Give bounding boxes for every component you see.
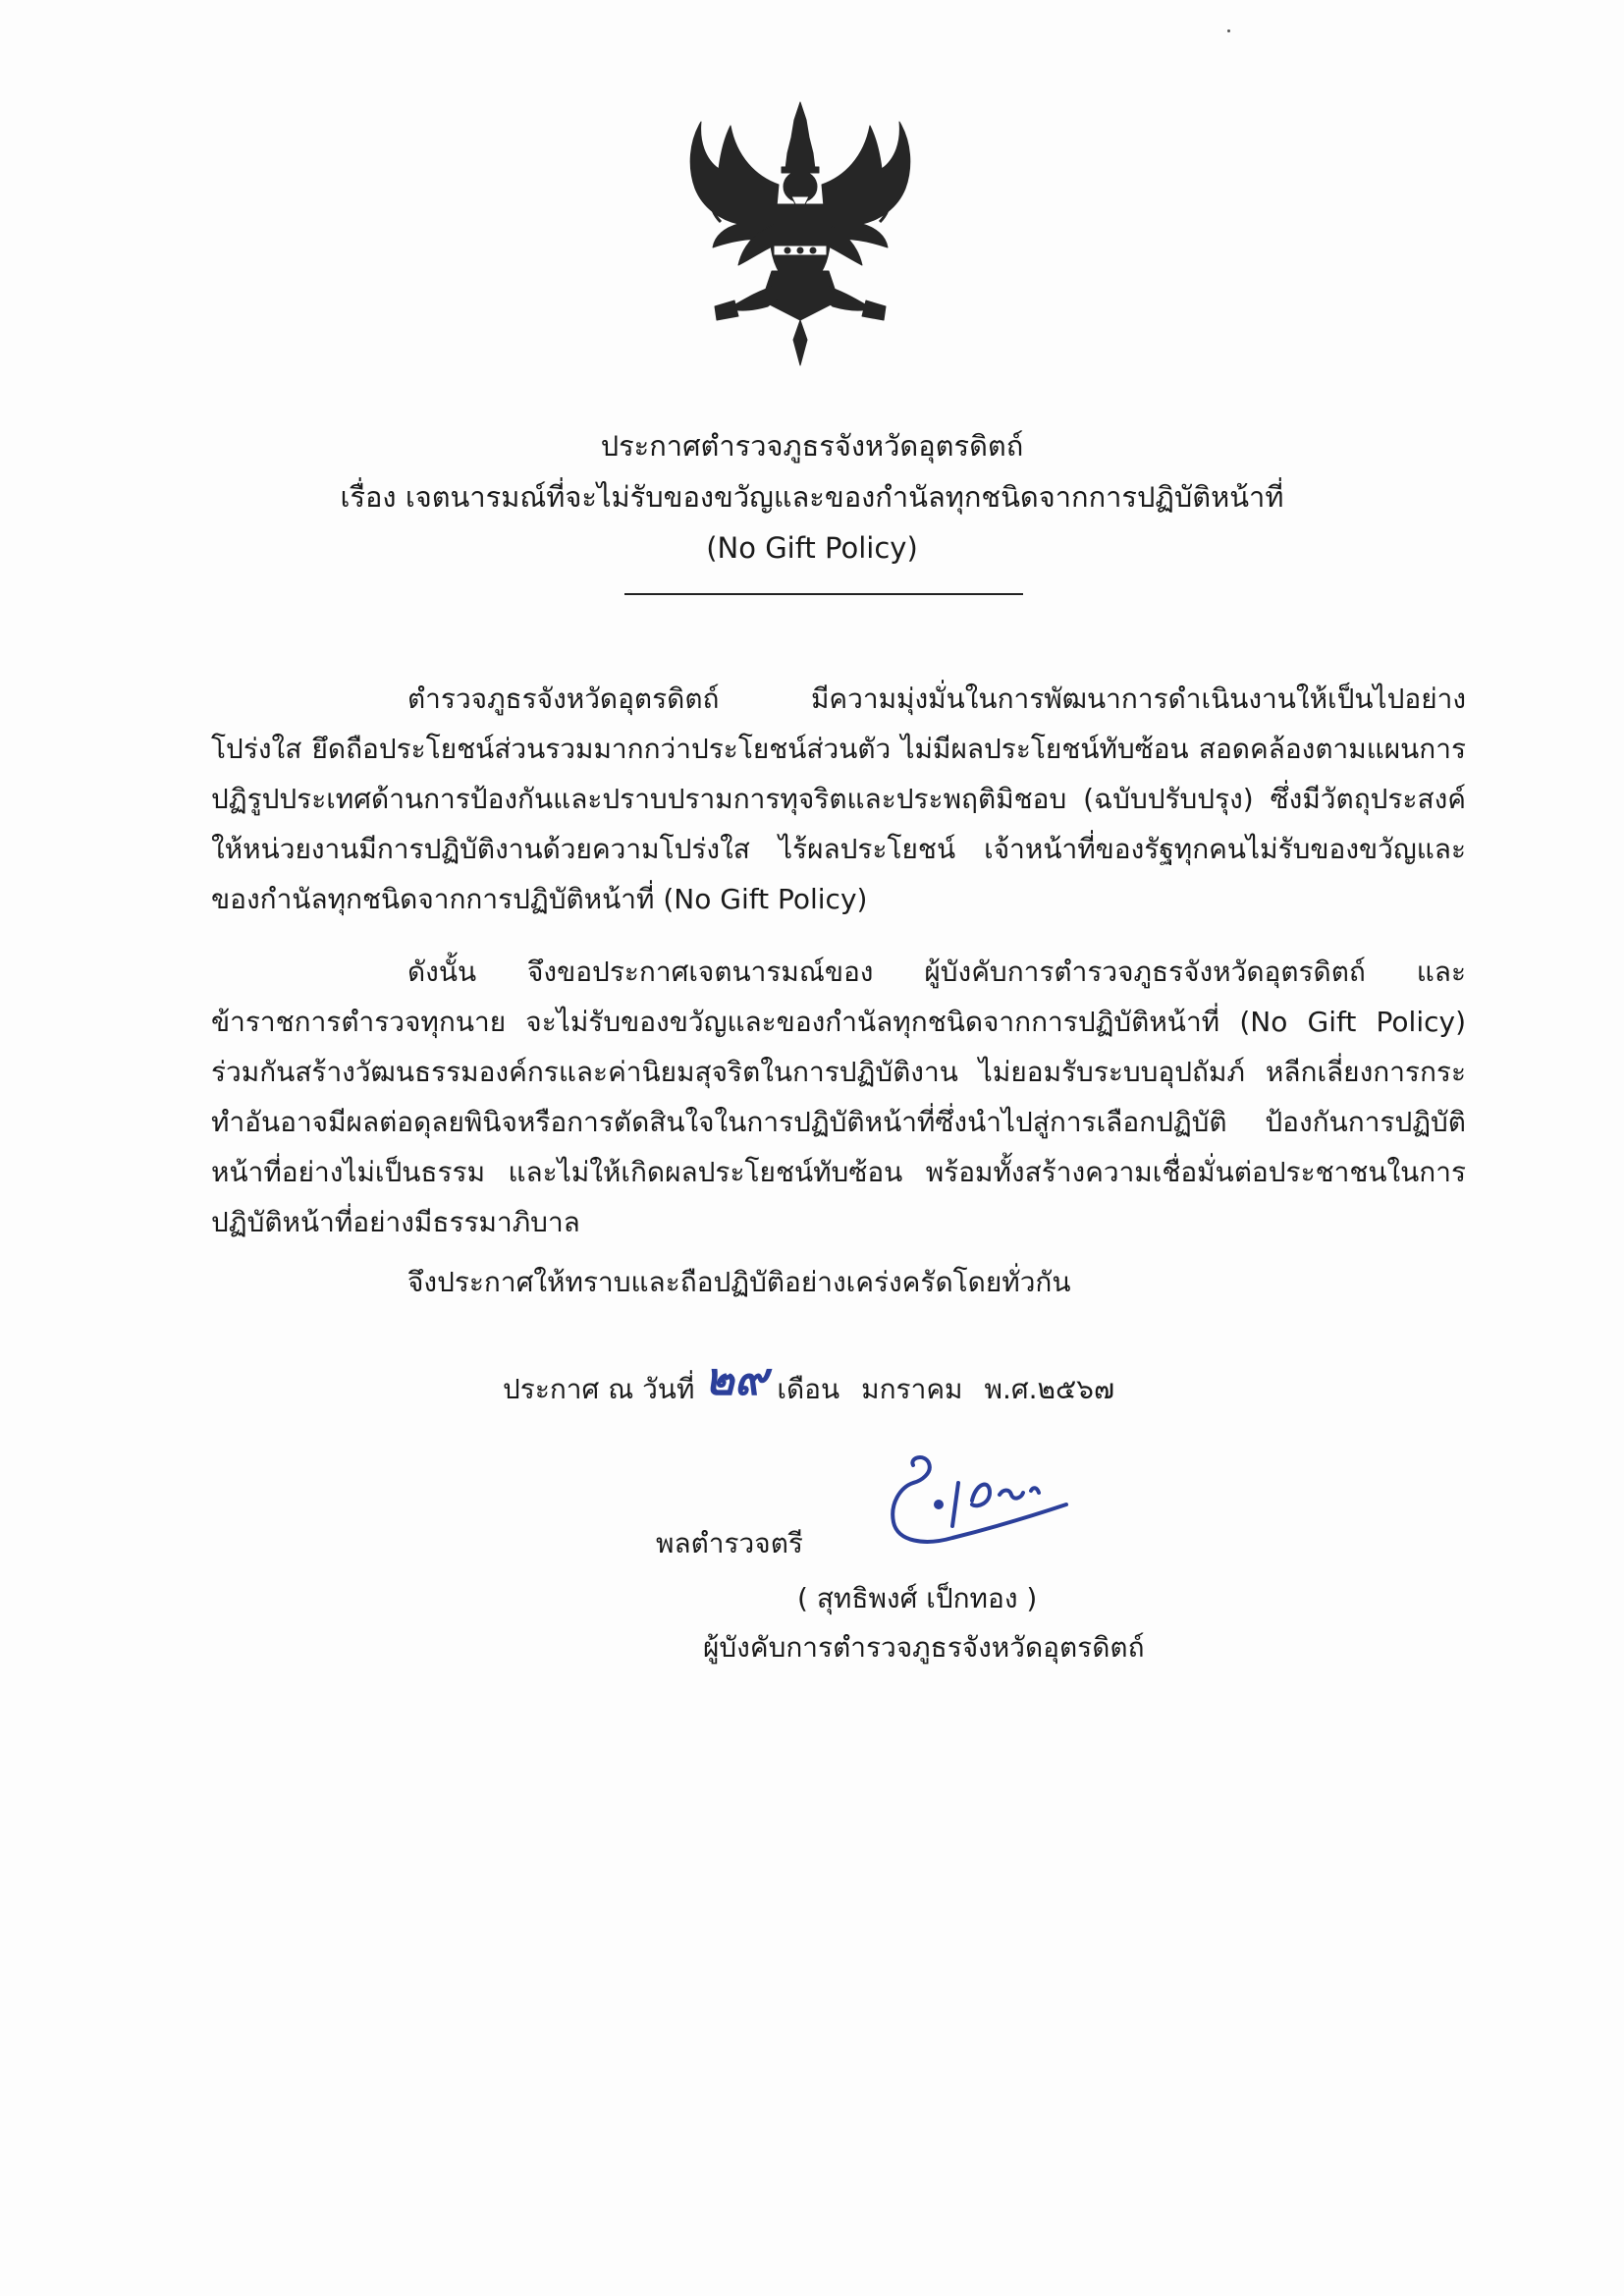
garuda-emblem-icon [677, 98, 923, 368]
body-paragraph-1: ตำรวจภูธรจังหวัดอุตรดิตถ์ มีความมุ่งมั่นในการพัฒนาการดำเนินงานให้เป็นไปอย่างโปร่งใส ยึดถือประโยชน์ส่วนรวมมากกว่าประโยชน์ส่วนตัว ไม่มีผลประโยชน์ทับซ้อน สอดคล้องตามแผนการปฏิรูปประเทศด้านการป้องกันและปราบปรามการทุจริตและประพฤติมิชอบ (ฉบับปรับปรุง) ซึ่งมีวัตถุประสงค์ให้หน่วยงานมีการปฏิบัติงานด้วยความโปร่งใส ไร้ผลประโยชน์ เจ้าหน้าที่ของรัฐทุกคนไม่รับของขวัญและของกำนัลทุกชนิดจากการปฏิบัติหน้าที่ (No Gift Policy) [211, 683, 1466, 915]
announcement-subject: เรื่อง เจตนารมณ์ที่จะไม่รับของขวัญและของกำนัลทุกชนิดจากการปฏิบัติหน้าที่ [340, 480, 1284, 514]
signer-name: ( สุทธิพงศ์ เป็กทอง ) [797, 1582, 1038, 1614]
date-month-label: เดือน [777, 1373, 840, 1405]
signer-rank: พลตำรวจตรี [656, 1527, 803, 1559]
date-prefix: ประกาศ ณ วันที่ [503, 1373, 695, 1405]
announcement-title: ประกาศตำรวจภูธรจังหวัดอุตรดิตถ์ [600, 429, 1024, 463]
signer-position: ผู้บังคับการตำรวจภูธรจังหวัดอุตรดิตถ์ [703, 1631, 1145, 1664]
policy-name: (No Gift Policy) [706, 531, 918, 565]
body-paragraph-3: จึงประกาศให้ทราบและถือปฏิบัติอย่างเคร่งครัดโดยทั่วกัน [407, 1266, 1071, 1298]
date-month: มกราคม [861, 1373, 963, 1405]
handwritten-signature [874, 1444, 1080, 1571]
title-underline [624, 593, 1023, 595]
body-paragraph-2: ดังนั้น จึงขอประกาศเจตนารมณ์ของ ผู้บังคับการตำรวจภูธรจังหวัดอุตรดิตถ์ และข้าราชการตำรวจทุกนาย จะไม่รับของขวัญและของกำนัลทุกชนิดจากการปฏิบัติหน้าที่ (No Gift Policy) ร่วมกันสร้างวัฒนธรรมองค์กรและค่านิยมสุจริตในการปฏิบัติงาน ไม่ยอมรับระบบอุปถัมภ์ หลีกเลี่ยงการกระทำอันอาจมีผลต่อดุลยพินิจหรือการตัดสินใจในการปฏิบัติหน้าที่ซึ่งนำไปสู่การเลือกปฏิบัติ ป้องกันการปฏิบัติหน้าที่อย่างไม่เป็นธรรม และไม่ให้เกิดผลประโยชน์ทับซ้อน พร้อมทั้งสร้างความเชื่อมั่นต่อประชาชนในการปฏิบัติหน้าที่อย่างมีธรรมาภิบาล [211, 956, 1466, 1238]
scan-speck [1227, 29, 1230, 32]
date-day-handwritten: ๒๙ [704, 1352, 768, 1405]
date-year: พ.ศ.๒๕๖๗ [984, 1373, 1115, 1405]
announcement-date [503, 1352, 1115, 1417]
